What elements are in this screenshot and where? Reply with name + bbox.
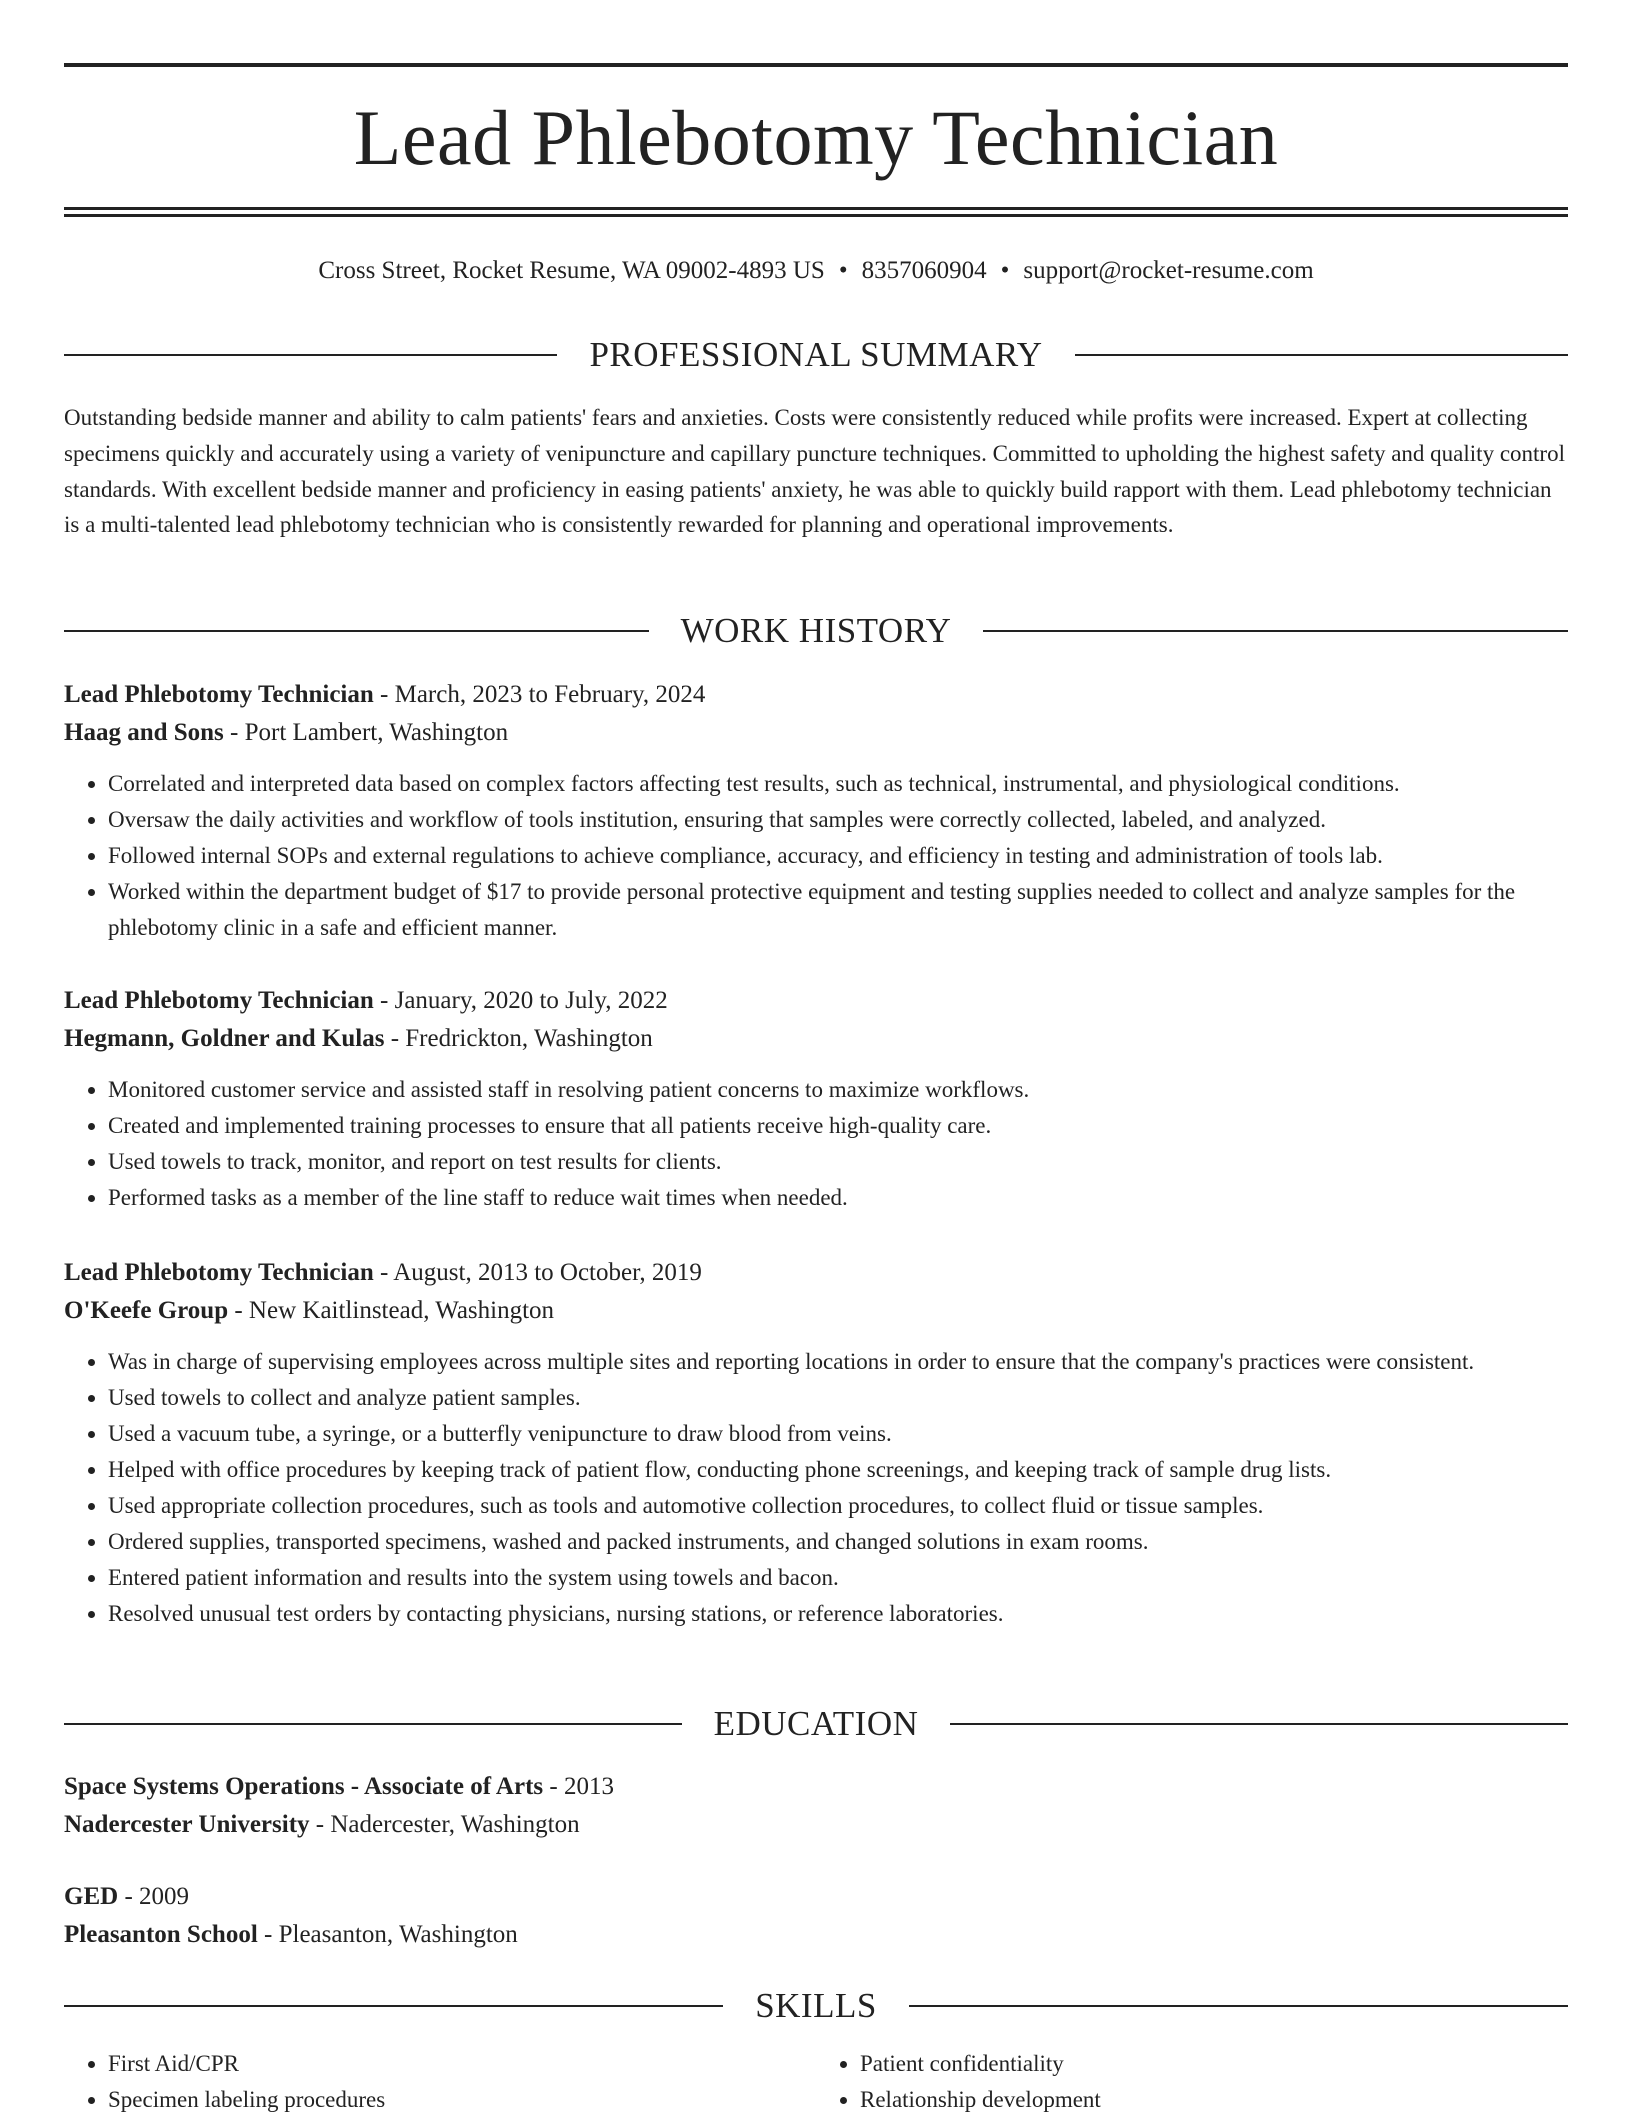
job-entry [64,1254,1568,1632]
section-rule [64,630,649,632]
job-bullet: • Used appropriate collection procedures, such as tools and automotive collection procedures, to collect fluid or tissue samples. [108,1488,1568,1524]
job-entry [64,982,1568,1216]
skills-column-left [64,2046,816,2118]
contact-line [64,254,1568,288]
section-title-education: EDUCATION [713,1704,919,1743]
education-year: - 2013 [543,1773,614,1800]
skill-item: • Patient confidentiality [860,2046,1568,2082]
education-entry [64,1768,1568,1844]
section-title-skills: SKILLS [755,1986,877,2025]
job-bullet: • Correlated and interpreted data based on complex factors affecting test results, such as technical, instrumental, and physiological conditions. [108,766,1568,802]
skills-column-right [816,2046,1568,2118]
job-title-line [64,1254,1568,1292]
job-bullet: • Followed internal SOPs and external regulations to achieve compliance, accuracy, and efficiency in testing and administration of tools lab. [108,838,1568,874]
job-title: Lead Phlebotomy Technician [64,681,374,708]
resume-name: Lead Phlebotomy Technician [353,94,1279,181]
job-company: Haag and Sons [64,719,224,746]
section-rule [909,2005,1568,2007]
contact-email: support@rocket-resume.com [1023,257,1314,284]
job-bullet: • Resolved unusual test orders by contacting physicians, nursing stations, or reference laboratories. [108,1596,1568,1632]
job-company: Hegmann, Goldner and Kulas [64,1025,385,1052]
job-bullet: • Monitored customer service and assisted staff in resolving patient concerns to maximize workflows. [108,1072,1568,1108]
job-bullets [64,1344,1568,1632]
job-bullet: • Created and implemented training processes to ensure that all patients receive high-quality care. [108,1108,1568,1144]
section-rule [64,2005,723,2007]
job-dates: - March, 2023 to February, 2024 [373,681,706,708]
job-title: Lead Phlebotomy Technician [64,1259,374,1286]
job-company-line [64,714,1568,752]
contact-separator: • [838,257,848,284]
education-location: - Nadercester, Washington [309,1811,580,1838]
job-title-line [64,676,1568,714]
section-title-work: WORK HISTORY [680,611,952,650]
top-rule [64,63,1568,67]
section-title-summary: PROFESSIONAL SUMMARY [589,335,1043,374]
job-bullet: • Ordered supplies, transported specimens, washed and packed instruments, and changed solutions in exam rooms. [108,1524,1568,1560]
job-company-line [64,1292,1568,1330]
skill-item: • Relationship development [860,2082,1568,2118]
job-title-line [64,982,1568,1020]
education-location: - Pleasanton, Washington [257,1921,518,1948]
job-bullet: • Helped with office procedures by keeping track of patient flow, conducting phone screenings, and keeping track of sample drug lists. [108,1452,1568,1488]
job-bullet: • Used a vacuum tube, a syringe, or a butterfly venipuncture to draw blood from veins. [108,1416,1568,1452]
contact-separator: • [1000,257,1010,284]
contact-address: Cross Street, Rocket Resume, WA 09002-4893 US [318,257,825,284]
job-bullets [64,1072,1568,1216]
education-school-line [64,1806,1568,1844]
education-school-line [64,1916,1568,1954]
job-dates: - January, 2020 to July, 2022 [373,987,668,1014]
job-location: - Port Lambert, Washington [223,719,509,746]
education-school: Pleasanton School [64,1921,258,1948]
skill-item: • First Aid/CPR [108,2046,816,2082]
education-school: Nadercester University [64,1811,310,1838]
section-rule [983,630,1568,632]
education-degree-line [64,1878,1568,1916]
job-bullets [64,766,1568,946]
job-location: - Fredrickton, Washington [384,1025,653,1052]
job-bullet: • Was in charge of supervising employees across multiple sites and reporting locations in order to ensure that the company's practices were consistent. [108,1344,1568,1380]
contact-phone: 8357060904 [861,257,987,284]
section-rule [1075,354,1568,356]
job-location: - New Kaitlinstead, Washington [228,1297,555,1324]
job-dates: - August, 2013 to October, 2019 [373,1259,702,1286]
skills-list [64,2046,1568,2118]
job-company: O'Keefe Group [64,1297,229,1324]
education-degree: GED [64,1883,119,1910]
education-year: - 2009 [118,1883,190,1910]
name-double-rule [64,207,1568,217]
section-rule [64,1723,682,1725]
job-bullet: • Worked within the department budget of $17 to provide personal protective equipment and testing supplies needed to collect and analyze samples for the phlebotomy clinic in a safe and efficient manner. [108,874,1568,946]
job-bullet: • Oversaw the daily activities and workflow of tools institution, ensuring that samples were correctly collected, labeled, and analyzed. [108,802,1568,838]
skill-item: • Specimen labeling procedures [108,2082,816,2118]
job-bullet: • Performed tasks as a member of the line staff to reduce wait times when needed. [108,1180,1568,1216]
job-entry [64,676,1568,946]
section-rule [950,1723,1568,1725]
job-bullet: • Used towels to collect and analyze patient samples. [108,1380,1568,1416]
job-bullet: • Used towels to track, monitor, and report on test results for clients. [108,1144,1568,1180]
job-title: Lead Phlebotomy Technician [64,987,374,1014]
section-header-skills [64,1986,1568,2026]
job-bullet: • Entered patient information and results into the system using towels and bacon. [108,1560,1568,1596]
education-degree-line [64,1768,1568,1806]
section-header-education [64,1704,1568,1744]
summary-text: Outstanding bedside manner and ability to calm patients' fears and anxieties. Costs were consistently reduced while profits were increased. Expert at collecting specimens quickly and accurately using a variety of venipuncture and capillary puncture techniques. Committed to upholding the highest safety and quality control standards. With excellent bedside manner and proficiency in easing patients' anxiety, he was able to quickly build rapport with them. Lead phlebotomy technician is a multi-talented lead phlebotomy technician who is consistently rewarded for planning and operational improvements. [64,405,1565,538]
job-company-line [64,1020,1568,1058]
section-header-summary [64,335,1568,375]
education-entry [64,1878,1568,1954]
section-header-work [64,611,1568,651]
education-degree: Space Systems Operations - Associate of Arts [64,1773,544,1800]
section-rule [64,354,557,356]
